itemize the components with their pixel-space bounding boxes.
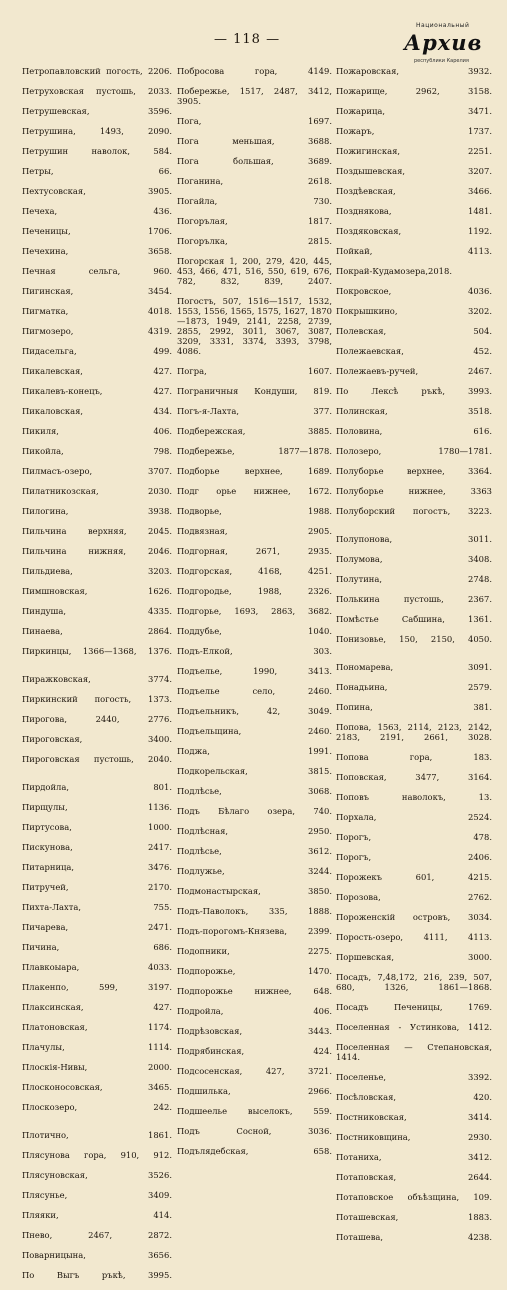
index-entry: Порхала, 2524. [336, 812, 492, 822]
index-entry: Пидасельга, 499. [22, 346, 172, 356]
index-entry: Подрябинская, 424. [177, 1046, 332, 1056]
index-entry: Поганина, 2618. [177, 176, 332, 186]
index-entry: Подъ-Паволокъ, 335, 1888. [177, 906, 332, 916]
index-entry: Посадъ Печеницы, 1769. [336, 1002, 492, 1012]
index-entry: Подъельщина, 2460. [177, 726, 332, 736]
index-entry: Пиндуша, 4335. [22, 606, 172, 616]
index-entry: Подбережье, 1877—1878. [177, 446, 332, 456]
index-entry: Подбережская, 3885. [177, 426, 332, 436]
index-entry: Покрай-Кудамозера,2018. [336, 266, 452, 276]
index-entry: Плоскозеро, 242. [22, 1102, 172, 1112]
index-entry: Пикаловская, 434. [22, 406, 172, 416]
index-entry: Подлѣсная, 2950. [177, 826, 332, 836]
index-entry: Подворье, 1988. [177, 506, 332, 516]
index-entry: Поздѣевская, 3466. [336, 186, 492, 196]
index-entry: Подъ Сосной, 3036. [177, 1126, 332, 1136]
index-entry: Потаповская, 2644. [336, 1172, 492, 1182]
archive-logo-main-text: Архив [404, 30, 483, 55]
index-entry: Поповская, 3477, 3164. [336, 772, 492, 782]
index-entry: Полежаевская, 452. [336, 346, 492, 356]
index-entry: Пога меньшая, 3688. [177, 136, 332, 146]
index-entry: Подг орье нижнее, 1672. [177, 486, 332, 496]
index-entry: Пожарица, 3471. [336, 106, 492, 116]
index-entry: Порогъ, 2406. [336, 852, 492, 862]
index-entry: Подпорожье, 1470. [177, 966, 332, 976]
index-entry: Поварницына, 3656. [22, 1250, 172, 1260]
index-entry: Посадъ, 7,48,172, 216, 239, 507, 680, 1326, 1861—1868. [336, 972, 492, 992]
index-columns [22, 66, 492, 1280]
index-entry: Попова, 1563, 2114, 2123, 2142, 2183, 2191, 2661, 3028. [336, 722, 492, 742]
index-entry: Подъелье, 1990, 3413. [177, 666, 332, 676]
index-entry: Подкорельская, 3815. [177, 766, 332, 776]
index-entry: Погорская 1, 200, 279, 420, 445, 453, 466, 471, 516, 550, 619, 676, 782, 832, 839, 2407. [177, 256, 332, 286]
index-entry: Пиражковская, 3774. [22, 674, 172, 684]
index-entry: Погорълая, 1817. [177, 216, 332, 226]
index-entry: Погостъ, 507, 1516—1517, 1532, 1553, 1556, 1565, 1575, 1627, 1870—1873, 1949, 2141, 2258, 2739, 2855, 2992, 3011, 3067, 3087, 3209, 3331, 3374, 3393, 3798, 4086. [177, 296, 332, 356]
index-entry: Печеха, 436. [22, 206, 172, 216]
index-entry: Пихта-Лахта, 755. [22, 902, 172, 912]
index-entry: По Лексѣ ръкѣ, 3993. [336, 386, 492, 396]
index-entry: Петруховская пустошь, 2033. [22, 86, 172, 96]
index-entry: Погъ-я-Лахта, 377. [177, 406, 332, 416]
index-entry: Потаповское объѣзщина, 109. [336, 1192, 492, 1202]
index-entry: Пикалевская, 427. [22, 366, 172, 376]
index-entry: Петры, 66. [22, 166, 172, 176]
index-entry: Полевская, 504. [336, 326, 492, 336]
index-column-2 [177, 66, 332, 1156]
index-entry: Позднякова, 1481. [336, 206, 492, 216]
index-entry: Постниковщина, 2930. [336, 1132, 492, 1142]
index-entry: Пилмасъ-озеро, 3707. [22, 466, 172, 476]
index-entry: Подлужье, 3244. [177, 866, 332, 876]
index-entry: Подпорожье нижнее, 648. [177, 986, 332, 996]
index-entry: Погайла, 730. [177, 196, 332, 206]
index-entry: Попина, 381. [336, 702, 492, 712]
index-column-3 [336, 66, 492, 1242]
index-entry: Полинская, 3518. [336, 406, 492, 416]
index-entry: Печеницы, 1706. [22, 226, 172, 236]
index-entry: Пильдиева, 3203. [22, 566, 172, 576]
entry-gap [336, 654, 492, 662]
index-entry: Плясунова гора, 910, 912. [22, 1150, 172, 1160]
index-entry: Подъ Бѣлаго озера, 740. [177, 806, 332, 816]
index-entry: Поповъ наволокъ, 13. [336, 792, 492, 802]
entry-gap [22, 666, 172, 674]
index-entry: Помѣстье Сабшина, 1361. [336, 614, 492, 624]
index-entry: Постниковская, 3414. [336, 1112, 492, 1122]
index-entry: Полуборье верхнее, 3364. [336, 466, 492, 476]
index-entry: Печная сельга, 960. [22, 266, 172, 276]
index-entry: Пирдойла, 801. [22, 782, 172, 792]
index-entry: Подъельникъ, 42, 3049. [177, 706, 332, 716]
index-entry: Половина, 616. [336, 426, 492, 436]
index-entry: Пигматка, 4018. [22, 306, 172, 316]
index-entry: Пехтусовская, 3905. [22, 186, 172, 196]
index-entry: Пироговская, 3400. [22, 734, 172, 744]
index-entry: Подборье верхнее, 1689. [177, 466, 332, 476]
index-entry: Полуборский погостъ, 3223. [336, 506, 492, 516]
index-entry: Поздышевская, 3207. [336, 166, 492, 176]
index-entry: Пога большая, 3689. [177, 156, 332, 166]
index-entry: Поддубье, 1040. [177, 626, 332, 636]
index-entry: Побережье, 1517, 2487, 3412, 3905. [177, 86, 332, 106]
index-entry: По Выгъ ръкѣ, 3995. [22, 1270, 172, 1280]
index-entry: Полькина пустошь, 2367. [336, 594, 492, 604]
index-entry: Покровское, 4036. [336, 286, 492, 296]
index-entry: Поселенье, 3392. [336, 1072, 492, 1082]
index-entry: Пожаръ, 1737. [336, 126, 492, 136]
index-entry: Плосконосовская, 3465. [22, 1082, 172, 1092]
index-entry: Поташева, 4238. [336, 1232, 492, 1242]
index-entry: Пильчина нижняя, 2046. [22, 546, 172, 556]
index-entry: Пилогина, 3938. [22, 506, 172, 516]
entry-gap [22, 1122, 172, 1130]
index-entry: Попова гора, 183. [336, 752, 492, 762]
index-entry: Посѣловская, 420. [336, 1092, 492, 1102]
index-entry: Подвязная, 2905. [177, 526, 332, 536]
index-entry: Поселеннaя - Устинкова, 1412. [336, 1022, 492, 1032]
entry-gap [22, 774, 172, 782]
index-entry: Плотично, 1861. [22, 1130, 172, 1140]
index-entry: Погорълка, 2815. [177, 236, 332, 246]
index-entry: Платоновская, 1174. [22, 1022, 172, 1032]
page-number: — 118 — [214, 32, 281, 47]
index-entry: Плакенпо, 599, 3197. [22, 982, 172, 992]
index-entry: Подройла, 406. [177, 1006, 332, 1016]
index-entry: Пирогова, 2440, 2776. [22, 714, 172, 724]
index-entry: Пичина, 686. [22, 942, 172, 952]
index-entry: Пилатникозская, 2030. [22, 486, 172, 496]
index-entry: Пикойла, 798. [22, 446, 172, 456]
index-entry: Подъ-Елкой, 303. [177, 646, 332, 656]
index-entry: Пнево, 2467, 2872. [22, 1230, 172, 1240]
index-entry: Подгорская, 4168, 4251. [177, 566, 332, 576]
index-entry: Печехина, 3658. [22, 246, 172, 256]
index-column-1 [22, 66, 172, 1280]
index-entry: Полежаевъ-ручей, 2467. [336, 366, 492, 376]
index-entry: Подшилька, 2966. [177, 1086, 332, 1096]
index-entry: Пиркинцы, 1366—1368, 1376. [22, 646, 172, 656]
index-entry: Поршевская, 3000. [336, 952, 492, 962]
archive-logo [386, 22, 486, 70]
index-entry: Пигинская, 3454. [22, 286, 172, 296]
index-entry: Порожекъ 601, 4215. [336, 872, 492, 882]
index-entry: Плясунье, 3409. [22, 1190, 172, 1200]
index-entry: Пороженскій островъ, 3034. [336, 912, 492, 922]
index-entry: Пигмозеро, 4319. [22, 326, 172, 336]
index-entry: Подгорье, 1693, 2863, 3682. [177, 606, 332, 616]
archive-logo-bottom-text: республики Карелия [414, 58, 469, 64]
index-entry: Поташевская, 1883. [336, 1212, 492, 1222]
index-entry: Подъелье село, 2460. [177, 686, 332, 696]
index-entry: Подшеелье выселокъ, 559. [177, 1106, 332, 1116]
index-entry: Пиртусова, 1000. [22, 822, 172, 832]
index-entry: Понизовье, 150, 2150, 4050. [336, 634, 492, 644]
index-entry: Питарница, 3476. [22, 862, 172, 872]
index-entry: Пожаровская, 3932. [336, 66, 492, 76]
index-entry: Плавкоыара, 4033. [22, 962, 172, 972]
index-entry: Подлѣсье, 3612. [177, 846, 332, 856]
index-entry: Пискунова, 2417. [22, 842, 172, 852]
index-entry: Подлѣсье, 3068. [177, 786, 332, 796]
index-entry: Пильчина верхняя, 2045. [22, 526, 172, 536]
index-entry: Порозова, 2762. [336, 892, 492, 902]
index-entry: Пироговская пустошь, 2040. [22, 754, 172, 764]
index-entry: Пономарева, 3091. [336, 662, 492, 672]
entry-gap [336, 526, 492, 534]
index-entry: Потаниха, 3412. [336, 1152, 492, 1162]
index-entry: Пограничныя Кондуши, 819. [177, 386, 332, 396]
index-entry: Подрѣзовская, 3443. [177, 1026, 332, 1036]
index-entry: Понадьина, 2579. [336, 682, 492, 692]
archive-logo-top-text: Национальный [416, 22, 470, 29]
index-entry: Плаксинская, 427. [22, 1002, 172, 1012]
index-entry: Пиркинский погость, 1373. [22, 694, 172, 704]
index-entry: Пимшновская, 1626. [22, 586, 172, 596]
index-entry: Пинаева, 2864. [22, 626, 172, 636]
index-entry: Подгородье, 1988, 2326. [177, 586, 332, 596]
index-entry: Полуборье нижнее, 3363 [336, 486, 492, 496]
index-entry: Плясуновская, 3526. [22, 1170, 172, 1180]
index-entry: Пикалевъ-конецъ, 427. [22, 386, 172, 396]
index-entry: Пожигинская, 2251. [336, 146, 492, 156]
index-entry: Пикиля, 406. [22, 426, 172, 436]
index-entry: Пойкай, 4113. [336, 246, 492, 256]
index-entry: Петрушевская, 3596. [22, 106, 172, 116]
index-entry: Поселенная — Степановская, 1414. [336, 1042, 492, 1062]
index-entry: Подъ-порогомъ-Князева, 2399. [177, 926, 332, 936]
index-entry: Порогъ, 478. [336, 832, 492, 842]
index-entry: Плоскiя-Нивы, 2000. [22, 1062, 172, 1072]
index-entry: Подмонастырская, 3850. [177, 886, 332, 896]
index-entry: Порость-озеро, 4111, 4113. [336, 932, 492, 942]
index-entry: Покрышкино, 3202. [336, 306, 492, 316]
index-entry: Поджа, 1991. [177, 746, 332, 756]
index-entry: Полозеро, 1780—1781. [336, 446, 492, 456]
index-entry: Пляяки, 414. [22, 1210, 172, 1220]
index-entry: Пирщулы, 1136. [22, 802, 172, 812]
index-entry: Побросова гора, 4149. [177, 66, 332, 76]
index-entry: Подълядебская, 658. [177, 1146, 332, 1156]
index-entry: Пожарище, 2962, 3158. [336, 86, 492, 96]
index-entry: Петрушин наволок, 584. [22, 146, 172, 156]
index-entry: Подсосенская, 427, 3721. [177, 1066, 332, 1076]
index-entry: Полупонова, 3011. [336, 534, 492, 544]
index-entry: Пичарева, 2471. [22, 922, 172, 932]
index-entry: Петрушина, 1493, 2090. [22, 126, 172, 136]
index-entry: Погa, 1697. [177, 116, 332, 126]
index-entry: Погра, 1607. [177, 366, 332, 376]
index-entry: Питручей, 2170. [22, 882, 172, 892]
index-entry: Петропавловский погость, 2206. [22, 66, 172, 76]
index-entry: Полумова, 3408. [336, 554, 492, 564]
index-entry: Подопники, 2275. [177, 946, 332, 956]
index-entry: Полутина, 2748. [336, 574, 492, 584]
index-entry: Подгорная, 2671, 2935. [177, 546, 332, 556]
index-entry: Плачулы, 1114. [22, 1042, 172, 1052]
index-entry: Поздяковская, 1192. [336, 226, 492, 236]
